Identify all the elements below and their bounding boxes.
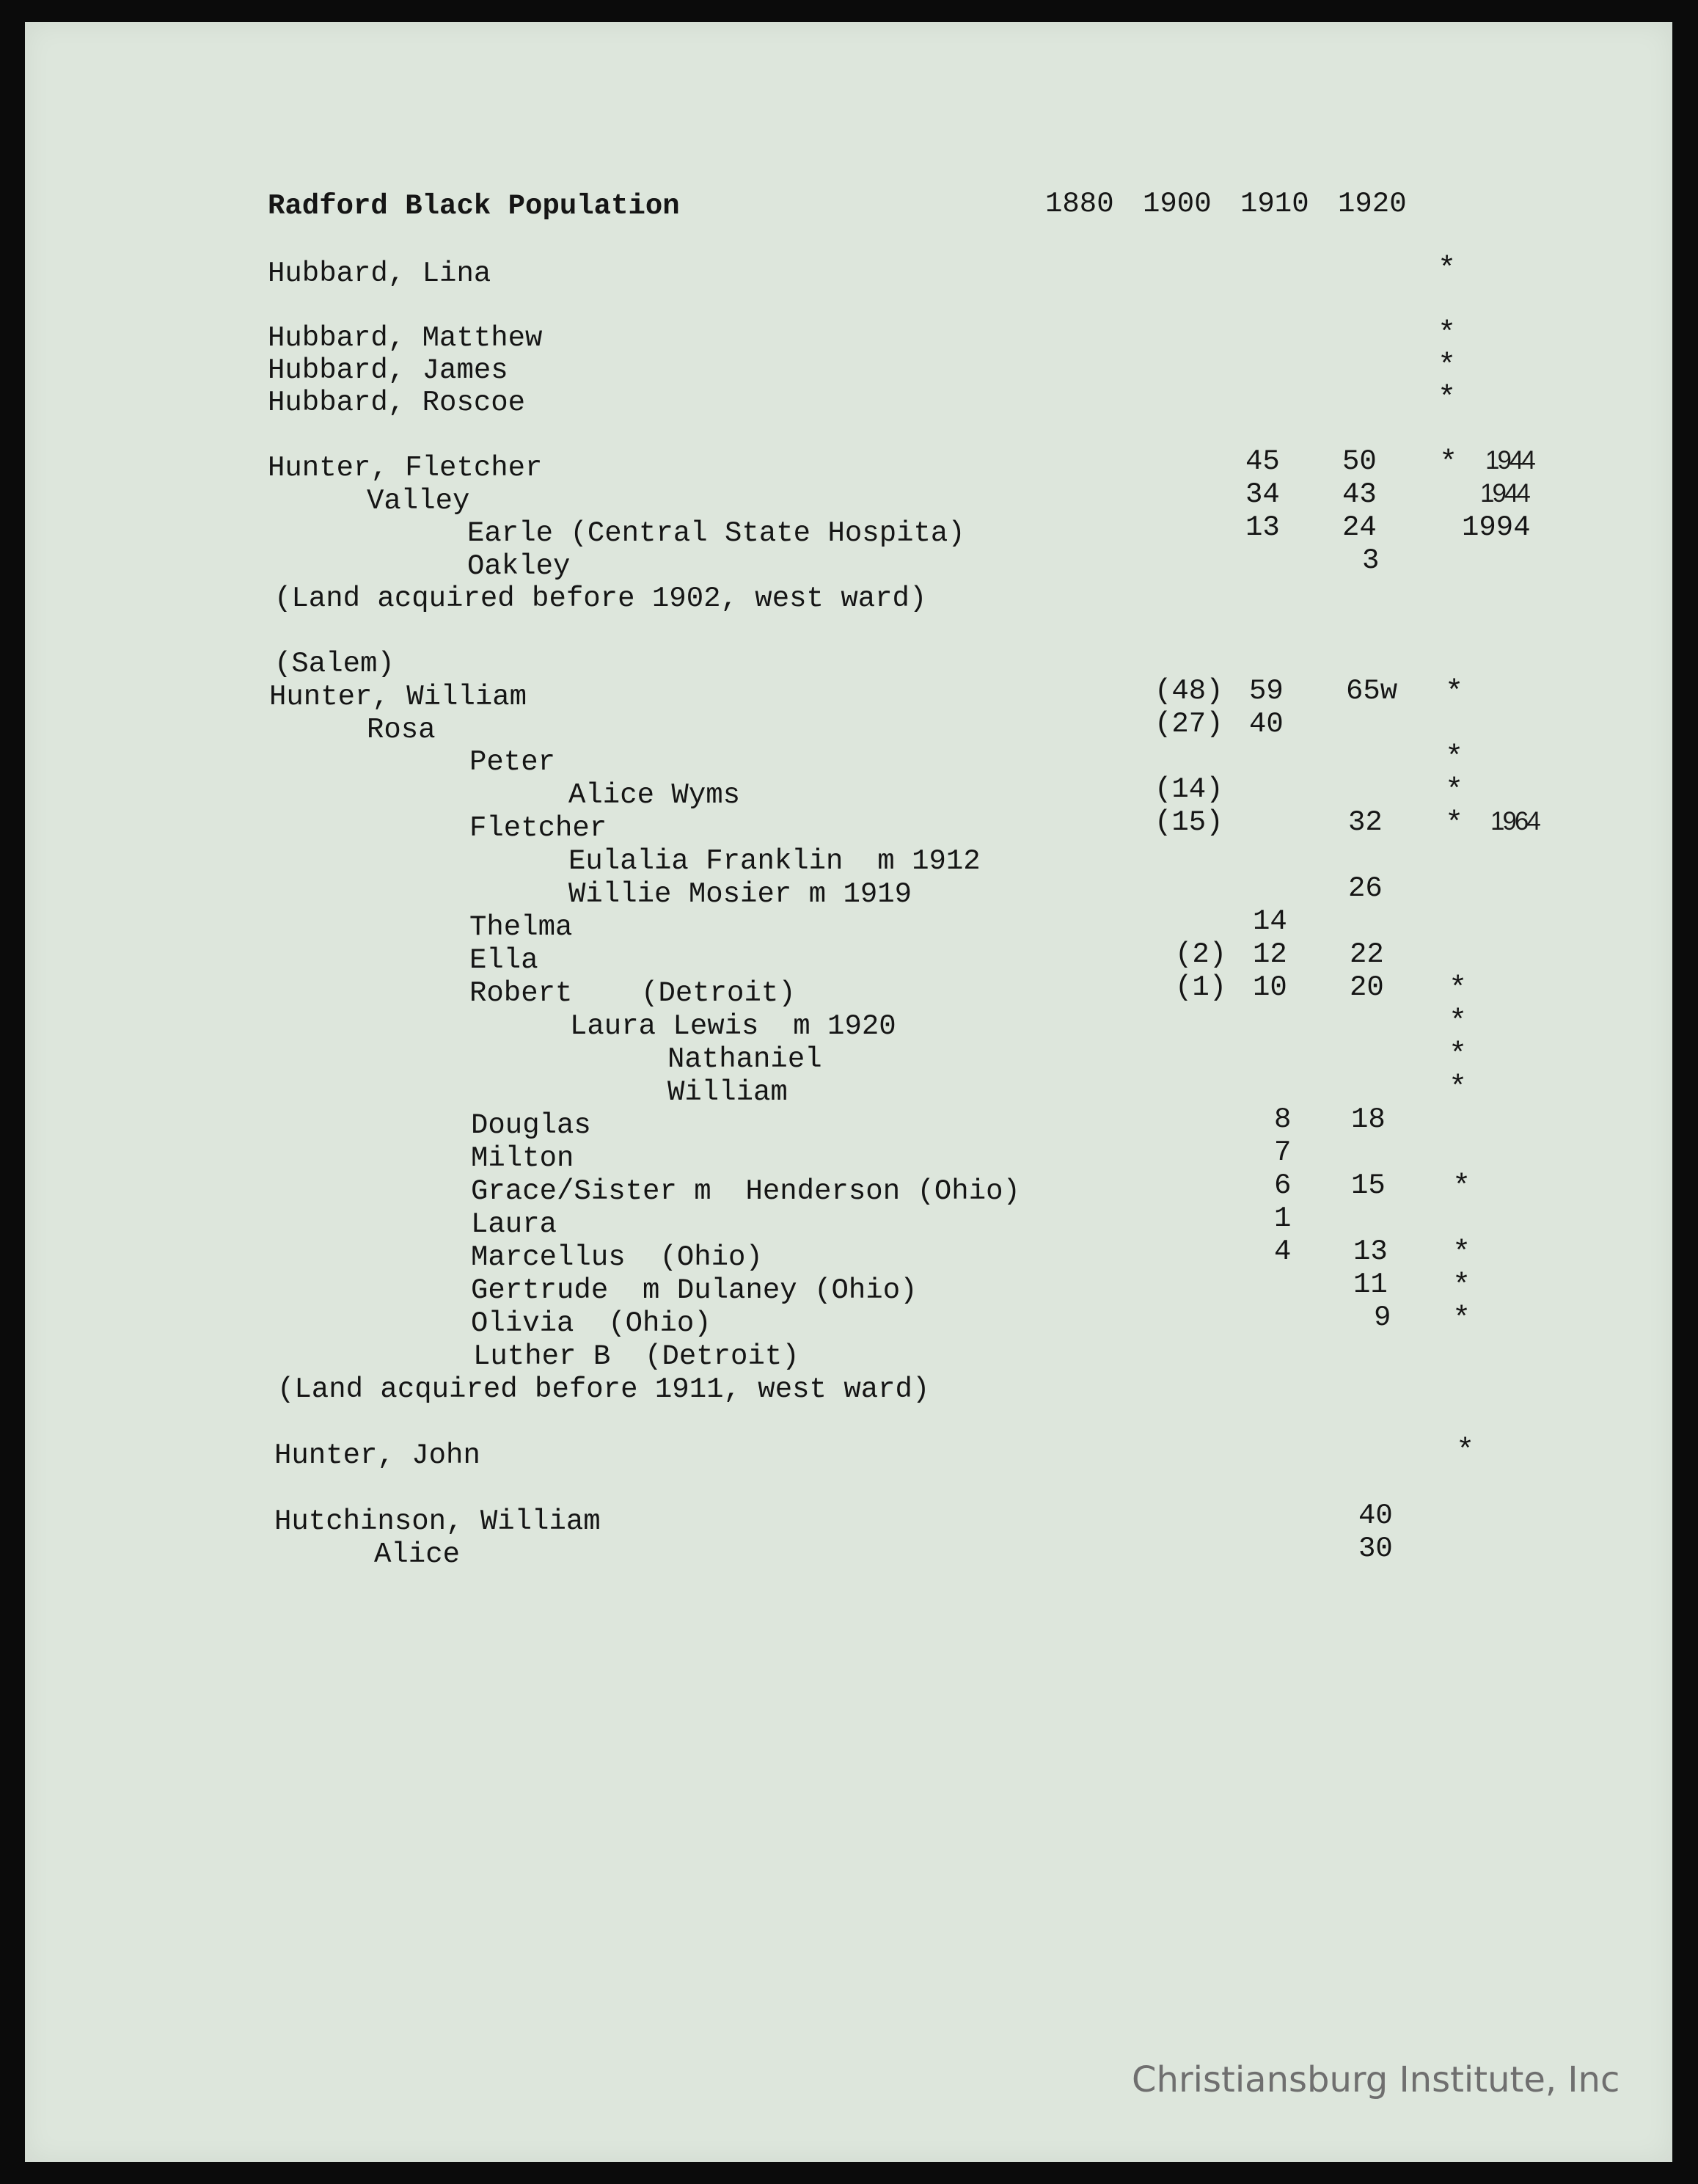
value-1910: 12	[1253, 938, 1287, 971]
entry-name: Rosa	[367, 714, 436, 746]
entry-name: Hubbard, James	[268, 354, 508, 387]
year-header-1900: 1900	[1143, 188, 1212, 220]
land-note: (Land acquired before 1902, west ward)	[274, 582, 927, 615]
entry-name: Hunter, John	[274, 1439, 480, 1472]
land-note: (Land acquired before 1911, west ward)	[277, 1373, 930, 1406]
entry-name: Milton	[471, 1142, 574, 1175]
entry-name: Earle (Central State Hospita)	[467, 517, 965, 549]
entry-name: Hubbard, Matthew	[268, 322, 543, 354]
entry-name: Laura Lewis m 1920	[570, 1010, 896, 1042]
entry-name: Alice Wyms	[568, 779, 741, 811]
entry-name: William	[667, 1076, 788, 1109]
census-star: *	[1452, 1169, 1471, 1205]
entry-name: Ella	[469, 944, 538, 976]
value-1900: (27)	[1154, 708, 1223, 740]
value-1920: 26	[1348, 872, 1383, 905]
value-1920: 40	[1358, 1500, 1393, 1532]
value-1910: 10	[1253, 971, 1287, 1004]
value-1900: (1)	[1175, 971, 1227, 1004]
value-1900: (48)	[1154, 675, 1223, 707]
census-star: *	[1438, 252, 1457, 287]
value-1900: (15)	[1154, 806, 1223, 839]
census-star: *	[1449, 1004, 1468, 1040]
entry-name: Alice	[374, 1538, 461, 1571]
census-star: *	[1445, 740, 1464, 775]
entry-name: Robert (Detroit)	[469, 977, 796, 1009]
handwritten-year: 1994	[1462, 511, 1531, 544]
census-star: *	[1452, 1268, 1471, 1304]
value-1920: 15	[1351, 1169, 1386, 1202]
handwritten-year: 1944	[1480, 479, 1529, 508]
entry-name: Gertrude m Dulaney (Ohio)	[471, 1274, 918, 1307]
entry-name: Valley	[367, 485, 470, 517]
value-1900: (14)	[1154, 773, 1223, 806]
value-1910: 6	[1274, 1169, 1292, 1202]
entry-name: Thelma	[469, 911, 573, 943]
year-header-1910: 1910	[1240, 188, 1309, 220]
entry-name: Marcellus (Ohio)	[471, 1241, 763, 1274]
value-1920: 50	[1342, 445, 1377, 478]
census-star: *	[1438, 381, 1457, 416]
entry-name: Grace/Sister m Henderson (Ohio)	[471, 1175, 1020, 1208]
entry-name: Oakley	[467, 550, 571, 582]
section-label: (Salem)	[274, 648, 395, 680]
entry-name: Hunter, William	[269, 681, 527, 713]
entry-name: Willie Mosier m 1919	[568, 878, 912, 910]
entry-name: Laura	[471, 1208, 557, 1241]
value-1910: 34	[1245, 478, 1280, 511]
entry-name: Fletcher	[469, 812, 607, 844]
year-header-1920: 1920	[1338, 188, 1407, 220]
entry-name: Hubbard, Roscoe	[268, 387, 526, 419]
census-star: *	[1449, 971, 1468, 1007]
value-1910: 45	[1245, 445, 1280, 478]
census-star: *	[1445, 675, 1464, 710]
census-star: *	[1449, 1037, 1468, 1073]
value-1920: 13	[1353, 1235, 1388, 1268]
value-1920: 30	[1358, 1533, 1393, 1565]
handwritten-year: 1944	[1485, 446, 1534, 475]
value-1910: 1	[1274, 1202, 1292, 1235]
entry-name: Olivia (Ohio)	[471, 1307, 711, 1340]
value-1920: 11	[1353, 1268, 1388, 1301]
value-1910: 4	[1274, 1235, 1292, 1268]
value-1920: 24	[1342, 511, 1377, 544]
value-1910: 8	[1274, 1103, 1292, 1136]
value-1910: 59	[1249, 675, 1284, 707]
value-1910: 14	[1253, 905, 1287, 938]
entry-name: Hubbard, Lina	[268, 258, 491, 290]
entry-name: Douglas	[471, 1109, 591, 1142]
census-star: *	[1452, 1235, 1471, 1271]
census-star: *	[1449, 1070, 1468, 1106]
entry-name: Nathaniel	[667, 1043, 822, 1075]
value-1920: 9	[1374, 1301, 1391, 1334]
value-1920: 43	[1342, 478, 1377, 511]
value-1900: (2)	[1175, 938, 1227, 971]
value-1920: 3	[1362, 544, 1380, 577]
year-header-1880: 1880	[1045, 188, 1114, 220]
census-star: *	[1445, 806, 1464, 841]
value-1920: 65w	[1346, 675, 1398, 707]
census-star: *	[1445, 773, 1464, 808]
entry-name: Peter	[469, 746, 556, 778]
entry-name: Hunter, Fletcher	[268, 452, 543, 484]
entry-name: Luther B (Detroit)	[473, 1340, 799, 1373]
value-1910: 7	[1274, 1136, 1292, 1169]
value-1920: 22	[1350, 938, 1384, 971]
value-1910: 40	[1249, 708, 1284, 740]
census-star: *	[1438, 316, 1457, 351]
handwritten-year: 1964	[1490, 807, 1539, 836]
census-star: *	[1456, 1434, 1475, 1469]
census-star: *	[1438, 348, 1457, 384]
value-1920: 32	[1348, 806, 1383, 839]
census-star: *	[1452, 1301, 1471, 1337]
entry-name: Eulalia Franklin m 1912	[568, 845, 981, 877]
value-1920: 18	[1351, 1103, 1386, 1136]
value-1920: 20	[1350, 971, 1384, 1004]
entry-name: Hutchinson, William	[274, 1505, 601, 1538]
census-star: *	[1439, 445, 1458, 481]
value-1910: 13	[1245, 511, 1280, 544]
page-title: Radford Black Population	[268, 190, 680, 222]
watermark: Christiansburg Institute, Inc	[1132, 2059, 1620, 2100]
